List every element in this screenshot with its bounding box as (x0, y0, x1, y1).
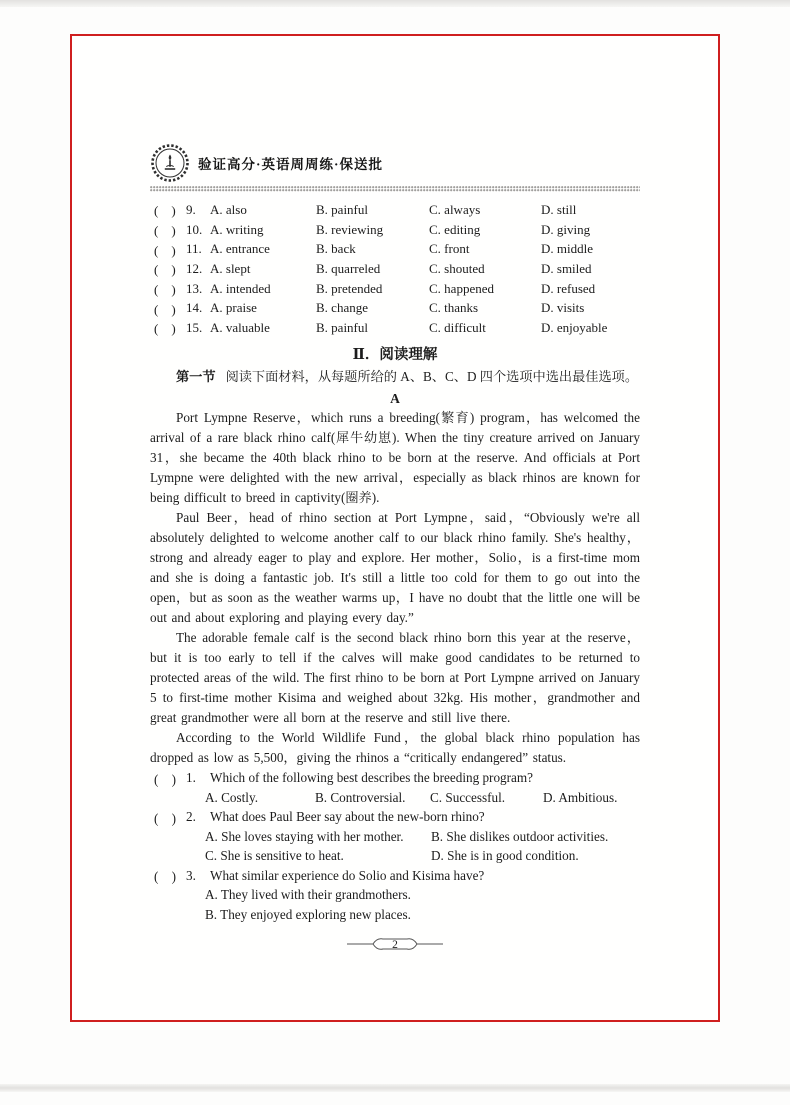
option-b: B. change (316, 300, 368, 316)
cloze-row (150, 318, 640, 338)
question-number: 12. (186, 260, 203, 276)
option-c: C. thanks (429, 300, 479, 316)
option-a: A. She loves staying with her mother. (205, 828, 404, 844)
answer-blank: ( ) (154, 262, 176, 278)
answer-blank: ( ) (154, 203, 176, 219)
option-d: D. She is in good condition. (431, 848, 579, 864)
cloze-row (150, 279, 640, 299)
passage-label: A (390, 391, 400, 407)
option-b: B. She dislikes outdoor activities. (431, 828, 609, 844)
page-number-banner (335, 934, 455, 954)
option-b: B. They enjoyed exploring new places. (205, 906, 411, 922)
scan-artifact-top (0, 0, 790, 7)
option-a: A. They lived with their grandmothers. (205, 887, 411, 903)
reading-question-2 (150, 807, 640, 866)
header-title: 验证高分·英语周周练·保送批 (198, 157, 384, 172)
option-d: D. enjoyable (541, 319, 608, 335)
answer-blank: ( ) (154, 869, 176, 885)
option-b: B. pretended (316, 280, 383, 296)
answer-blank: ( ) (154, 771, 176, 787)
option-a: A. slept (210, 260, 251, 276)
question-number: 9. (186, 201, 196, 217)
option-c: C. shouted (429, 260, 485, 276)
option-d: D. middle (541, 241, 593, 257)
option-c: C. always (429, 201, 481, 217)
option-c: C. She is sensitive to heat. (205, 848, 344, 864)
cloze-row (150, 200, 640, 220)
question-number: 2. (186, 809, 196, 825)
option-d: D. smiled (541, 260, 592, 276)
option-b: B. reviewing (316, 221, 384, 237)
option-b: B. quarreled (316, 260, 381, 276)
instruction-text: 阅读下面材料，从每题所给的 A、B、C、D 四个选项中选出最佳选项。 (225, 368, 639, 384)
question-number: 10. (186, 221, 203, 237)
option-b: B. back (316, 241, 356, 257)
page-number: 2 (392, 939, 398, 952)
option-a: A. intended (210, 280, 271, 296)
cloze-row (150, 220, 640, 240)
question-stem: What similar experience do Solio and Kisima have? (210, 867, 485, 883)
page-border-frame (70, 34, 720, 1022)
option-d: D. giving (541, 221, 591, 237)
reading-question-1 (150, 768, 640, 807)
option-c: C. happened (429, 280, 494, 296)
answer-blank: ( ) (154, 810, 176, 826)
question-number: 1. (186, 770, 196, 786)
question-number: 13. (186, 280, 203, 296)
option-d: D. visits (541, 300, 585, 316)
scan-artifact-bottom (0, 1084, 790, 1092)
reading-question-3 (150, 866, 640, 925)
section-instruction (150, 367, 640, 387)
question-number: 11. (186, 241, 202, 257)
option-c: C. front (429, 241, 470, 257)
option-c: C. editing (429, 221, 481, 237)
instruction-label: 第一节 (176, 368, 216, 384)
option-a: A. entrance (210, 241, 270, 257)
question-stem: Which of the following best describes the breeding program? (210, 770, 533, 786)
question-number: 15. (186, 319, 203, 335)
cloze-row (150, 239, 640, 259)
question-number: 14. (186, 300, 203, 316)
header (150, 141, 640, 185)
option-a: A. writing (210, 221, 264, 237)
option-a: A. Costly. (205, 789, 259, 805)
option-b: B. painful (316, 319, 368, 335)
option-d: D. Ambitious. (543, 789, 618, 805)
question-number: 3. (186, 867, 196, 883)
page-content (150, 141, 640, 954)
option-b: B. Controversial. (315, 789, 406, 805)
option-b: B. painful (316, 201, 368, 217)
option-d: D. refused (541, 280, 596, 296)
option-d: D. still (541, 201, 577, 217)
answer-blank: ( ) (154, 321, 176, 337)
question-stem: What does Paul Beer say about the new-born rhino? (210, 809, 485, 825)
option-c: C. difficult (429, 319, 486, 335)
option-c: C. Successful. (430, 789, 506, 805)
page-footer (150, 934, 640, 954)
option-a: A. praise (210, 300, 257, 316)
section-title: Ⅱ．阅读理解 (352, 346, 438, 363)
cloze-row (150, 259, 640, 279)
passage-paragraph-3: The adorable female calf is the second black rhino born this year at the reserve，but it is too early to tell if the calves will make good candidates to be returned to protected areas of the wild. The first rhino to be born at Port Lympne arrived on January 5 to first-time mother Kisima and weighed about 32kg. His mother，grandmother and great grandmother were all born at the reserve and still live there. (150, 630, 640, 726)
answer-blank: ( ) (154, 242, 176, 258)
answer-blank: ( ) (154, 282, 176, 298)
option-a: A. also (210, 201, 247, 217)
cloze-row (150, 298, 640, 318)
answer-blank: ( ) (154, 301, 176, 317)
passage-paragraph-1: Port Lympne Reserve，which runs a breeding(繁育) program，has welcomed the arrival of a rare black rhino calf(犀牛幼崽). When the tiny creature arrived on January 31，she became the 40th black rhino to be born at the reserve. And officials at Port Lympne were delighted with the new arrival，especially as black rhinos are known for being difficult to breed in captivity(圈养). (150, 410, 640, 506)
header-divider (150, 186, 640, 192)
passage-paragraph-4: According to the World Wildlife Fund，the global black rhino population has dropped as low as 5,500，giving the rhinos a “critically endangered” status. (150, 730, 640, 766)
school-seal-icon (150, 143, 190, 183)
cloze-options-block (150, 200, 640, 338)
option-a: A. valuable (210, 319, 270, 335)
passage-paragraph-2: Paul Beer，head of rhino section at Port Lympne，said，“Obviously we're all absolutely delighted to welcome another calf to our black rhino family. She's healthy，strong and already eager to play and explore. Her mother，Solio，is a first-time mom and she is doing a fantastic job. It's still a little too cold for them to go out into the open，but as soon as the weather warms up，I have no doubt that the little one will be out and about exploring and playing every day.” (150, 510, 640, 626)
answer-blank: ( ) (154, 223, 176, 239)
